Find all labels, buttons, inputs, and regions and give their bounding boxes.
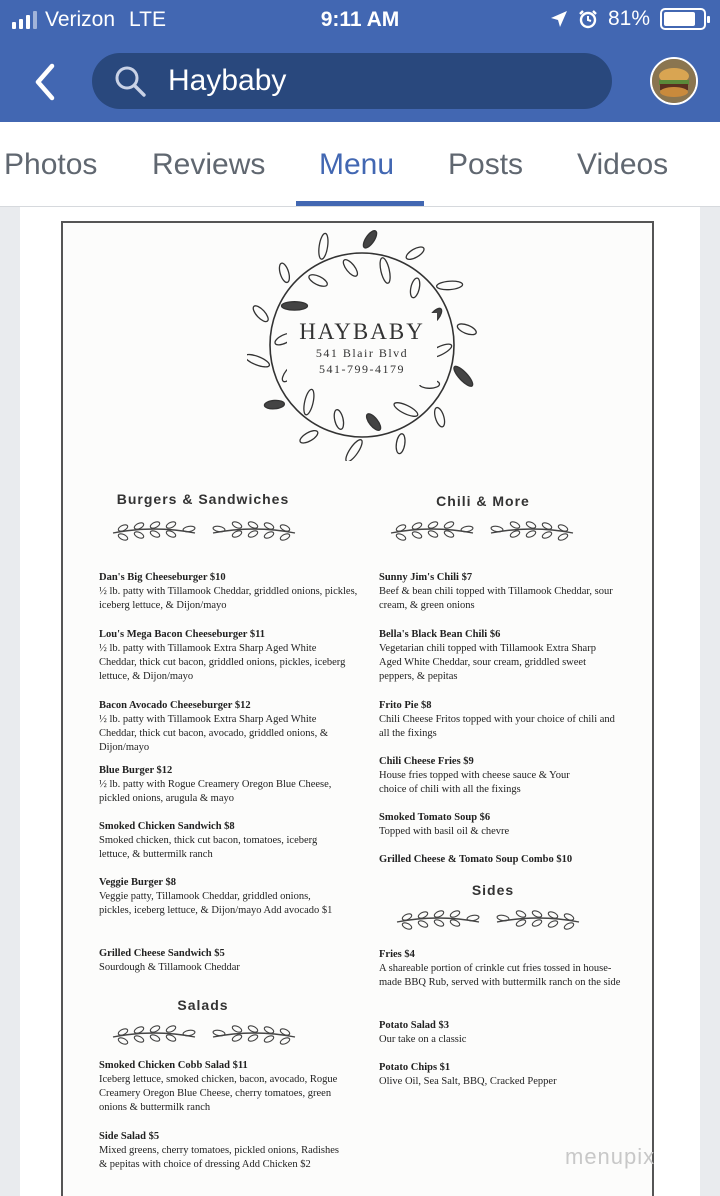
wreath-leaf — [409, 277, 422, 298]
restaurant-name: HAYBABY — [299, 319, 425, 344]
section-title-burgers: Burgers & Sandwiches — [116, 491, 290, 507]
avatar[interactable] — [650, 57, 698, 105]
wreath-leaf — [307, 272, 329, 288]
menu-item: Potato Salad $3 Our take on a classic — [379, 1020, 467, 1045]
tab-menu[interactable]: Menu — [319, 148, 395, 181]
menu-item: Frito Pie $8 Chili Cheese Fritos topped with your choice of chili and all the fixings — [379, 700, 615, 739]
menu-item: Dan's Big Cheeseburger $10 ½ lb. patty with Tillamook Cheddar, griddled onions, pickles, iceberg lettuce, & Dijon/mayo — [99, 572, 358, 611]
menu-item: Blue Burger $12 ½ lb. patty with Rogue Creamery Oregon Blue Cheese, pickled onions, arugula & mayo — [99, 765, 332, 804]
back-arrow-icon[interactable] — [28, 58, 64, 106]
menu-item: Smoked Chicken Cobb Salad $11 Iceberg lettuce, smoked chicken, bacon, avocado, Rogue Creamery Oregon Blue Cheese, cherry tomatoes, green onions & buttermilk ranch — [99, 1060, 338, 1113]
search-icon — [112, 63, 148, 99]
battery-icon — [660, 8, 706, 30]
wreath-leaf — [404, 245, 426, 262]
section-title-sides: Sides — [471, 882, 515, 898]
section-title-salads: Salads — [177, 997, 229, 1013]
battery-percent: 81% — [607, 7, 650, 30]
wreath-leaf — [302, 388, 316, 415]
wreath-leaf — [282, 302, 308, 310]
wreath-leaf — [317, 233, 329, 260]
menu-sheet — [61, 221, 654, 1196]
menu-item: Smoked Tomato Soup $6 Topped with basil oil & chevre — [379, 812, 510, 837]
watermark: menupix — [565, 1144, 656, 1169]
menu-item: Potato Chips $1 Olive Oil, Sea Salt, BBQ, Cracked Pepper — [379, 1062, 557, 1087]
restaurant-brand — [247, 319, 477, 377]
menu-content[interactable] — [0, 207, 720, 1196]
leaf-divider-icon — [109, 519, 299, 545]
wreath-leaf — [361, 229, 379, 250]
wreath-leaf — [436, 280, 463, 290]
wreath-leaf — [378, 257, 392, 284]
leaf-divider-icon — [109, 1023, 299, 1049]
menu-item: Chili Cheese Fries $9 House fries topped with cheese sauce & Your choice of chili with all the fixings — [379, 756, 570, 795]
search-bar[interactable] — [92, 53, 612, 109]
menu-item: Fries $4 A shareable portion of crinkle cut fries tossed in house-made BBQ Rub, served with buttermilk ranch on the side — [379, 949, 621, 988]
restaurant-phone: 541-799-4179 — [319, 362, 405, 376]
network-label: LTE — [129, 8, 167, 31]
menu-item: Side Salad $5 Mixed greens, cherry tomatoes, pickled onions, Radishes & pepitas with choice of dressing Add Chicken $2 — [99, 1131, 339, 1170]
clock: 9:11 AM — [320, 8, 400, 31]
wreath-leaf — [264, 400, 285, 410]
location-arrow-icon — [550, 10, 568, 28]
leaf-divider-icon — [387, 519, 577, 545]
menu-item: Grilled Cheese Sandwich $5 Sourdough & Tillamook Cheddar — [99, 948, 240, 973]
page-tabs — [0, 122, 720, 207]
wreath-leaf — [395, 433, 406, 454]
wreath-leaf — [277, 262, 291, 284]
restaurant-address: 541 Blair Blvd — [315, 346, 409, 360]
carrier-label: Verizon — [45, 8, 116, 31]
menu-item: Lou's Mega Bacon Cheeseburger $11 ½ lb. patty with Tillamook Extra Sharp Aged White Cheddar, thick cut bacon, griddled onions, pickles, iceberg lettuce, & Dijon/mayo — [99, 629, 346, 682]
tab-posts[interactable]: Posts — [448, 148, 524, 181]
wreath-leaf — [392, 400, 419, 419]
wreath-leaf — [298, 428, 320, 445]
status-bar — [0, 0, 720, 40]
tab-photos[interactable]: Photos — [4, 148, 98, 181]
tab-videos[interactable]: Videos — [577, 148, 669, 181]
wreath-leaf — [341, 257, 360, 278]
search-input[interactable] — [168, 64, 588, 98]
menu-item: Sunny Jim's Chili $7 Beef & bean chili topped with Tillamook Cheddar, sour cream, & green onions — [379, 572, 613, 611]
section-title-chili: Chili & More — [436, 493, 530, 509]
wreath-leaf — [364, 412, 383, 433]
wreath-leaf — [333, 409, 346, 430]
leaf-divider-icon — [393, 908, 583, 934]
menu-item: Smoked Chicken Sandwich $8 Smoked chicken, thick cut bacon, tomatoes, iceberg lettuce, & buttermilk ranch — [99, 821, 318, 860]
menu-item: Veggie Burger $8 Veggie patty, Tillamook Cheddar, griddled onions, pickles, iceberg lettuce, & Dijon/mayo Add avocado $1 — [99, 877, 333, 916]
menu-item: Bacon Avocado Cheeseburger $12 ½ lb. patty with Tillamook Extra Sharp Aged White Cheddar, thick cut bacon, avocado, griddled onions, & Dijon/mayo — [99, 700, 329, 753]
wreath-leaf — [343, 438, 365, 461]
top-bar — [0, 0, 720, 122]
alarm-icon — [578, 9, 598, 29]
wreath-leaf — [433, 406, 447, 428]
tab-reviews[interactable]: Reviews — [152, 148, 266, 181]
menu-item: Bella's Black Bean Chili $6 Vegetarian chili topped with Tillamook Extra Sharp Aged White Cheddar, sour cream, griddled sweet peppers, & pepitas — [379, 629, 596, 682]
active-tab-indicator — [296, 201, 424, 206]
menu-item: Grilled Cheese & Tomato Soup Combo $10 — [379, 854, 573, 865]
